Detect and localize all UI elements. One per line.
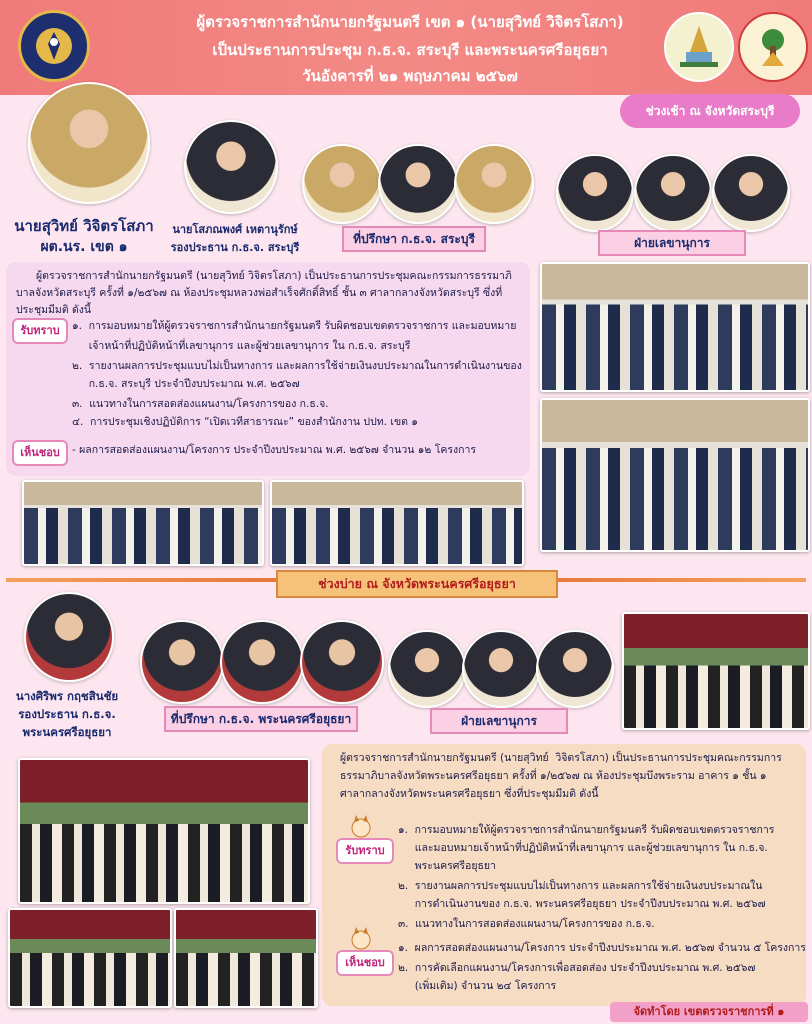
afternoon-ack-badge: รับทราบ <box>336 838 394 864</box>
ayutthaya-secretariat-portrait-2 <box>462 630 540 708</box>
afternoon-ack-item-1: ๑. การมอบหมายให้ผู้ตรวจราชการสำนักนายกรัฐมนตรี รับผิดชอบเขตตรวจราชการ <box>398 824 775 836</box>
afternoon-meeting-photo-4 <box>174 908 318 1008</box>
afternoon-approve-item-2: ๒. การคัดเลือกแผนงาน/โครงการเพื่อสอดส่อง ประจำปีงบประมาณ พ.ศ. ๒๕๖๗ <box>398 962 756 974</box>
ayutthaya-advisor-portrait-3 <box>300 620 384 704</box>
ayutthaya-advisor-portrait-2 <box>220 620 304 704</box>
afternoon-approve-badge: เห็นชอบ <box>336 950 394 976</box>
afternoon-intro-3: ศาลากลางจังหวัดพระนครศรีอยุธยา ซึ่งที่ประชุมมีมติ ดังนี้ <box>340 788 599 800</box>
morning-meeting-photo-4 <box>270 480 524 566</box>
ayutthaya-secretariat-portrait-1 <box>388 630 466 708</box>
chair-name: นายสุวิทย์ วิจิตรโสภา <box>14 217 154 235</box>
ayutthaya-advisor-ribbon: ที่ปรึกษา ก.ธ.จ. พระนครศรีอยุธยา <box>164 706 358 732</box>
cat-mascot-icon <box>346 926 376 950</box>
afternoon-ack-item-2b: การดำเนินงานของ ก.ธ.จ. พระนครศรีอยุธยา ประจำปีงบประมาณ พ.ศ. ๒๕๖๗ <box>398 898 766 910</box>
morning-intro: ผู้ตรวจราชการสำนักนายกรัฐมนตรี (นายสุวิทย์ วิจิตรโสภา) เป็นประธานการประชุมคณะกรรมการธรรมาภิบาลจังหวัดสระบุรี ครั้งที่ ๑/๒๕๖๗ ณ ห้องประชุมหลวงพ่อสำเร็จศักดิ์สิทธิ์ ชั้น ๓ ศาลากลางจังหวัดสระบุรี ซึ่งที่ประชุมมีมติ ดังนี้ <box>16 270 512 316</box>
secretariat-portrait-2 <box>634 154 712 232</box>
afternoon-meeting-photo-3 <box>8 908 172 1008</box>
header-title-line-3: วันอังคารที่ ๒๑ พฤษภาคม ๒๕๖๗ <box>302 67 518 85</box>
secretariat-portrait-3 <box>712 154 790 232</box>
advisor-ribbon: ที่ปรึกษา ก.ธ.จ. สระบุรี <box>342 226 486 252</box>
secretariat-portrait-1 <box>556 154 634 232</box>
opm-emblem-logo <box>18 10 90 82</box>
vice-chair-title: รองประธาน ก.ธ.จ. สระบุรี <box>170 241 300 254</box>
ayutthaya-advisor-portrait-1 <box>140 620 224 704</box>
advisor-portrait-1 <box>302 144 382 224</box>
afternoon-banner: ช่วงบ่าย ณ จังหวัดพระนครศรีอยุธยา <box>276 570 558 598</box>
afternoon-intro-1: ผู้ตรวจราชการสำนักนายกรัฐมนตรี (นายสุวิทย์ วิจิตรโสภา) เป็นประธานการประชุมคณะกรรมการ <box>340 752 782 764</box>
afternoon-ack-item-1c: พระนครศรีอยุธยา <box>398 860 496 872</box>
advisor-portrait-3 <box>454 144 534 224</box>
morning-ack-item-4: ๔. การประชุมเชิงปฏิบัติการ “เปิดเวทีสาธารณะ” ของสำนักงาน ปปท. เขต ๑ <box>72 416 418 428</box>
ayutthaya-vice-chair-title-2: พระนครศรีอยุธยา <box>22 725 112 739</box>
ayutthaya-vice-chair-name: นางศิริพร กฤชสินชัย <box>15 689 119 703</box>
afternoon-ack-item-1b: และมอบหมายเจ้าหน้าที่ปฏิบัติหน้าที่เลขานุการ และผู้ช่วยเลขานุการ ใน ก.ธ.จ. <box>398 842 768 854</box>
morning-meeting-photo-1 <box>540 262 810 392</box>
afternoon-ack-item-2: ๒. รายงานผลการประชุมแบบไม่เป็นทางการ และผลการใช้จ่ายเงินงบประมาณใน <box>398 880 763 892</box>
morning-meeting-photo-3 <box>22 480 264 566</box>
morning-ack-item-1: ๑. การมอบหมายให้ผู้ตรวจราชการสำนักนายกรัฐมนตรี รับผิดชอบเขตตรวจราชการ และมอบหมาย <box>72 320 517 332</box>
header-title-line-2: เป็นประธานการประชุม ก.ธ.จ. สระบุรี และพระนครศรีอยุธยา <box>212 41 608 59</box>
cat-mascot-icon <box>346 814 376 838</box>
chair-title: ผต.นร. เขต ๑ <box>40 239 128 255</box>
afternoon-meeting-photo-1 <box>622 612 810 730</box>
vice-chair-portrait <box>184 120 278 214</box>
vice-chair-name: นายโสภณพงศ์ เหตานุรักษ์ <box>172 223 298 236</box>
saraburi-province-seal-logo <box>664 12 734 82</box>
afternoon-intro-2: ธรรมาภิบาลจังหวัดพระนครศรีอยุธยา ครั้งที่ ๑/๒๕๖๗ ณ ห้องประชุมบึงพระราม อาคาร ๑ ชั้น ๑ <box>340 770 767 782</box>
ayutthaya-province-seal-logo <box>738 12 808 82</box>
morning-ack-badge: รับทราบ <box>12 318 68 344</box>
chair-portrait <box>28 82 150 204</box>
morning-ack-item-2: ๒. รายงานผลการประชุมแบบไม่เป็นทางการ และผลการใช้จ่ายเงินงบประมาณในการดำเนินงานของ <box>72 360 522 372</box>
ayutthaya-secretariat-ribbon: ฝ่ายเลขานุการ <box>430 708 568 734</box>
morning-approve-badge: เห็นชอบ <box>12 440 68 466</box>
footer-credit: จัดทำโดย เขตตรวจราชการที่ ๑ <box>610 1002 808 1022</box>
ayutthaya-vice-chair-title-1: รองประธาน ก.ธ.จ. <box>18 707 116 721</box>
morning-ack-item-3: ๓. แนวทางในการสอดส่องแผนงาน/โครงการของ ก.ธ.จ. <box>72 398 329 410</box>
ayutthaya-secretariat-portrait-3 <box>536 630 614 708</box>
header-title-line-1: ผู้ตรวจราชการสำนักนายกรัฐมนตรี เขต ๑ (นายสุวิทย์ วิจิตรโสภา) <box>196 13 624 31</box>
morning-cloud-bubble: ช่วงเช้า ณ จังหวัดสระบุรี <box>620 94 800 128</box>
afternoon-ack-item-3: ๓. แนวทางในการสอดส่องแผนงาน/โครงการของ ก.ธ.จ. <box>398 918 655 930</box>
afternoon-meeting-photo-2 <box>18 758 310 904</box>
morning-ack-item-2b: ก.ธ.จ. สระบุรี ประจำปีงบประมาณ พ.ศ. ๒๕๖๗ <box>72 378 300 390</box>
advisor-portrait-2 <box>378 144 458 224</box>
morning-meeting-photo-2 <box>540 398 810 552</box>
secretariat-ribbon: ฝ่ายเลขานุการ <box>598 230 746 256</box>
morning-approve-item: - ผลการสอดส่องแผนงาน/โครงการ ประจำปีงบประมาณ พ.ศ. ๒๕๖๗ จำนวน ๑๒ โครงการ <box>72 444 477 456</box>
ayutthaya-vice-chair-portrait <box>24 592 114 682</box>
afternoon-approve-item-2b: (เพิ่มเติม) จำนวน ๒๔ โครงการ <box>398 980 557 992</box>
afternoon-approve-item-1: ๑. ผลการสอดส่องแผนงาน/โครงการ ประจำปีงบประมาณ พ.ศ. ๒๕๖๗ จำนวน ๕ โครงการ <box>398 942 806 954</box>
morning-ack-item-1b: เจ้าหน้าที่ปฏิบัติหน้าที่เลขานุการ และผู้ช่วยเลขานุการ ใน ก.ธ.จ. สระบุรี <box>72 340 411 352</box>
